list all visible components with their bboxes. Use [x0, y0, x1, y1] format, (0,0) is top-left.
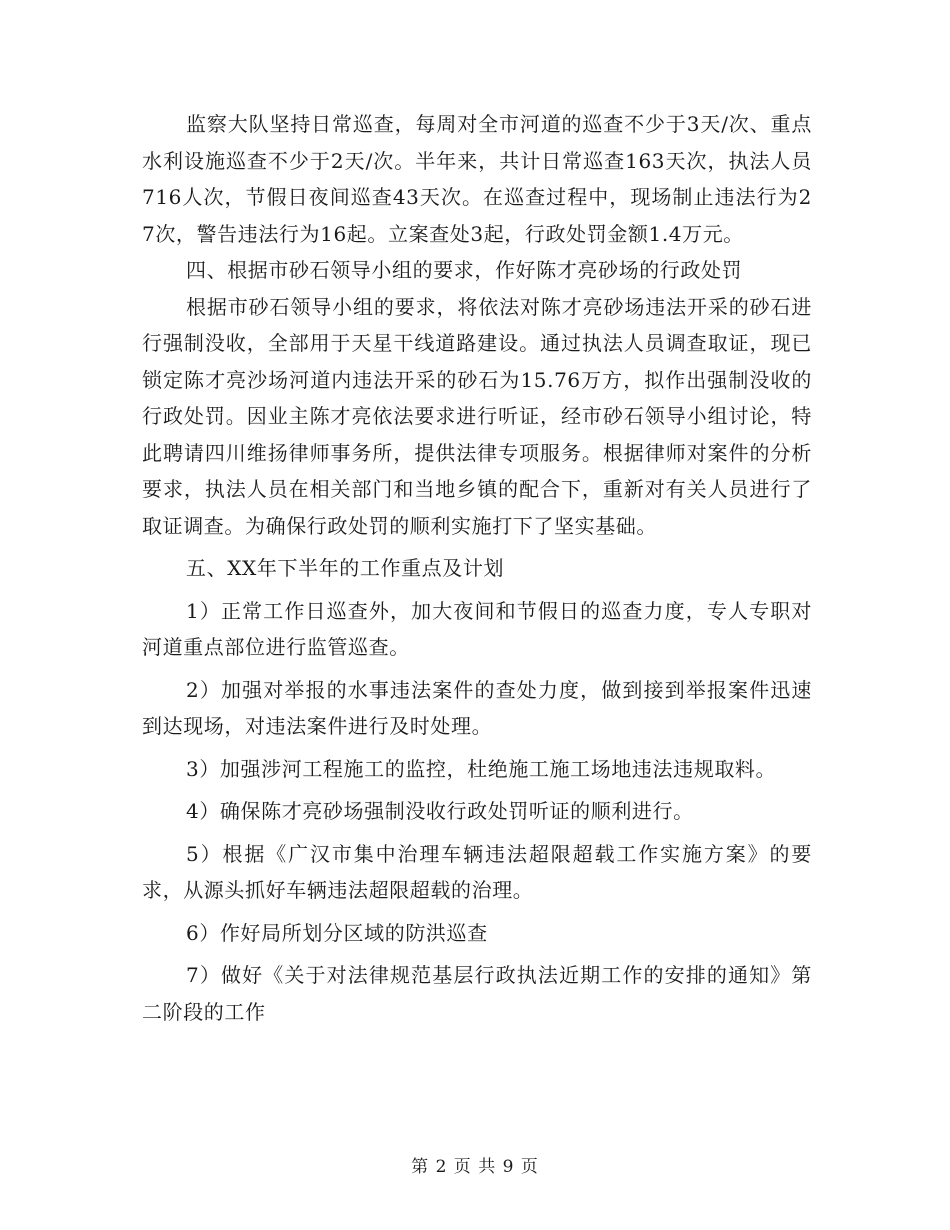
document-body [142, 106, 812, 1030]
section-heading-5: 五、XX年下半年的工作重点及计划 [186, 556, 505, 580]
plan-item-4: 4）确保陈才亮砂场强制没收行政处罚听证的顺利进行。 [186, 799, 694, 823]
paragraph-sand-penalty: 根据市砂石领导小组的要求，将依法对陈才亮砂场违法开采的砂石进行强制没收，全部用于天星干线道路建设。通过执法人员调查取证，现已锁定陈才亮沙场河道内违法开采的砂石为15.76万方，拟作出强制没收的行政处罚。因业主陈才亮依法要求进行听证，经市砂石领导小组讨论，特此聘请四川维扬律师事务所，提供法律专项服务。根据律师对案件的分析要求，执法人员在相关部门和当地乡镇的配合下，重新对有关人员进行了取证调查。为确保行政处罚的顺利实施打下了坚实基础。 [142, 294, 812, 538]
paragraph-patrol-summary: 监察大队坚持日常巡查，每周对全市河道的巡查不少于3天/次、重点水利设施巡查不少于2天/次。半年来，共计日常巡查163天次，执法人员716人次，节假日夜间巡查43天次。在巡查过程中，现场制止违法行为27次，警告违法行为16起。立案查处3起，行政处罚金额1.4万元。 [142, 112, 812, 246]
plan-item-2: 2）加强对举报的水事违法案件的查处力度，做到接到举报案件迅速到达现场，对违法案件进行及时处理。 [142, 677, 812, 738]
page-number-footer: 第 2 页 共 9 页 [411, 1157, 539, 1177]
section-heading-4: 四、根据市砂石领导小组的要求，作好陈才亮砂场的行政处罚 [186, 258, 743, 282]
plan-item-5: 5）根据《广汉市集中治理车辆违法超限超载工作实施方案》的要求，从源头抓好车辆违法超限超载的治理。 [142, 841, 812, 902]
plan-item-3: 3）加强涉河工程施工的监控，杜绝施工施工场地违法违规取料。 [186, 756, 777, 781]
plan-item-1: 1）正常工作日巡查外，加大夜间和节假日的巡查力度，专人专职对河道重点部位进行监管巡查。 [142, 598, 812, 659]
plan-item-6: 6）作好局所划分区域的防洪巡查 [186, 920, 488, 945]
plan-item-7: 7）做好《关于对法律规范基层行政执法近期工作的安排的通知》第二阶段的工作 [142, 963, 812, 1024]
